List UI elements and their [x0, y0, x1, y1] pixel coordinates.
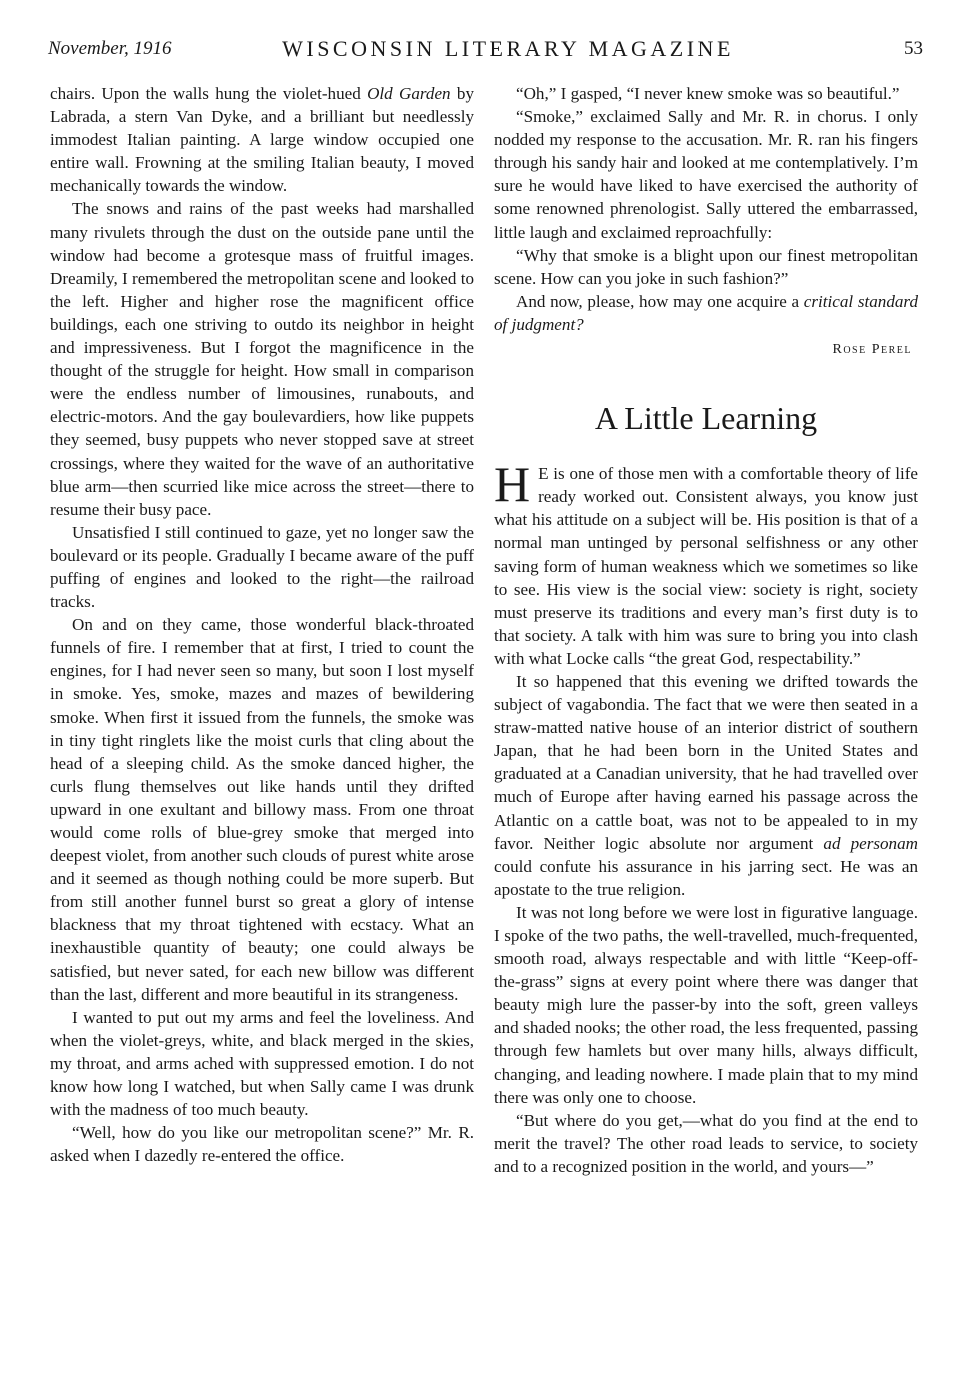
magazine-title: WISCONSIN LITERARY MAGAZINE	[282, 36, 734, 61]
text-run: chairs. Upon the walls hung the violet-hued	[50, 84, 368, 103]
paragraph: “Well, how do you like our metropolitan scene?” Mr. R. asked when I dazedly re-entered the office.	[50, 1123, 474, 1166]
text-run: It so happened that this evening we drifted towards the subject of vagabondia. The fact that we were then seated in a straw-matted native house of an interior district of southern Japan, that he had been born in the United States and graduated at a Canadian university, that he had travelled over much of Europe after having earned his passage across the Atlantic on a cattle boat, was not to be appealed to in my favor. Neither logic absolute nor argument	[494, 671, 918, 853]
running-header	[48, 38, 923, 68]
paragraph: The snows and rains of the past weeks had marshalled many rivulets through the dust on the outside pane until the window had become a grotesque mass of fruitful images. Dreamily, I remembered the metropolitan scene and looked to the left. Higher and higher rose the magnificent office buildings, each one striving to outdo its neighbor in height and impressiveness. But I forgot the magnificence in the thought of the struggle for height. How small in comparison were the endless number of limousines, runabouts, and electric-motors. And the gay boulevardiers, how like puppets they seemed, busy puppets who never stopped save at street crossings, where they waited for the wave of an authoritative blue arm—then scurried like mice across the street—there to resume their busy pace.	[50, 199, 474, 519]
paragraph: “Oh,” I gasped, “I never knew smoke was so beautiful.”	[516, 84, 900, 103]
text-run: could confute his assurance in his jarring sect. He was an apostate to the true religion.	[494, 856, 918, 899]
left-column	[50, 82, 474, 1167]
drop-cap: H	[494, 456, 531, 513]
paragraph	[494, 456, 918, 670]
paragraph	[494, 670, 918, 901]
paragraph	[50, 82, 474, 197]
paragraph: On and on they came, those wonderful black-throated funnels of fire. I remember that at first, I tried to count the engines, for I had never seen so many, but soon I lost myself in smoke. Yes, smoke, mazes and mazes of bewildering smoke. When first it issued from the funnels, the smoke was in tiny tight ringlets like the moist curls that cling about the head of a sleeping child. As the smoke danced higher, the curls flung themselves out like hands until they drifted upward in one exultant and billowy mass. From one throat would come rolls of blue-grey smoke that merged into deepest violet, from another such clouds of purest white arose and it seemed as though nothing could be more superb. But from still another funnel burst so great a glory of intense blackness that my throat tightened with ecstacy. What an inexhaustible quantity of beauty; one could always be satisfied, but never sated, for each new billow was different than the last, different and more beautiful in its strangeness.	[50, 615, 474, 1004]
page-number: 53	[904, 38, 923, 59]
text-run: by Labrada, a stern Van Dyke, and a brilliant but needlessly immodest Italian painting. A large window occupied one entire wall. Frowning at the smiling Italian beauty, I moved mechanically towards the window.	[50, 84, 474, 196]
latin-phrase: ad personam	[823, 833, 919, 853]
paragraph: I wanted to put out my arms and feel the loveliness. And when the violet-greys, white, and black merged in the skies, my throat, and arms ached with suppressed emotion. I do not know how long I watched, but when Sally came I was drunk with the madness of too much beauty.	[50, 1007, 474, 1120]
text-run: And now, please, how may one acquire a	[516, 291, 804, 311]
paragraph: “Why that smoke is a blight upon our finest metropolitan scene. How can you joke in such fashion?”	[494, 245, 918, 288]
italic-phrase: critical standard of judgment?	[494, 291, 918, 334]
paragraph: “Smoke,” exclaimed Sally and Mr. R. in chorus. I only nodded my response to the accusation. Mr. R. ran his fingers through his sandy hair and looked at me contemplatively. I’m sure he would have liked to have exercised the authority of some renowned phrenologist. Sally uttered the embarrassed, little laugh and exclaimed reproachfully:	[494, 107, 918, 242]
text-run: E is one of those men with a comfortable theory of life ready worked out. Consistent always, you know just what his attitude on a subject will be. His position is that of a normal man untinged by personal selfishness or any other saving form of human weakness which we sometimes so like to see. His view is the social view: society is right, society must preserve its traditions and every man’s first duty is to that society. A talk with him was sure to bring you into clash with what Locke calls “the great God, respectability.”	[494, 464, 918, 668]
paragraph: It was not long before we were lost in figurative language. I spoke of the two paths, the well-travelled, much-frequented, smooth road, always respectable and with little “Keep-off-the-grass” signs at every point where there was danger that beauty migh lure the passer-by into the soft, green valleys and shaded nooks; the other road, the less frequented, passing through few hamlets but over many hills, always difficult, changing, and leading nowhere. I made plain that to my mind there was only one to choose.	[494, 902, 918, 1107]
author-signature: Rose Perel	[832, 342, 912, 358]
paragraph: Unsatisfied I still continued to gaze, yet no longer saw the boulevard or its people. Gradually I became aware of the puff puffing of engines and looked to the right—the railroad tracks.	[50, 522, 474, 612]
issue-date: November, 1916	[48, 38, 172, 59]
paragraph: “But where do you get,—what do you find at the end to merit the travel? The other road leads to service, to society and to a recognized position in the world, and yours—”	[494, 1110, 918, 1176]
paragraph	[494, 290, 918, 336]
right-column	[494, 82, 918, 1178]
article-title: A Little Learning	[594, 400, 818, 437]
painting-title: Old Garden	[367, 84, 451, 103]
